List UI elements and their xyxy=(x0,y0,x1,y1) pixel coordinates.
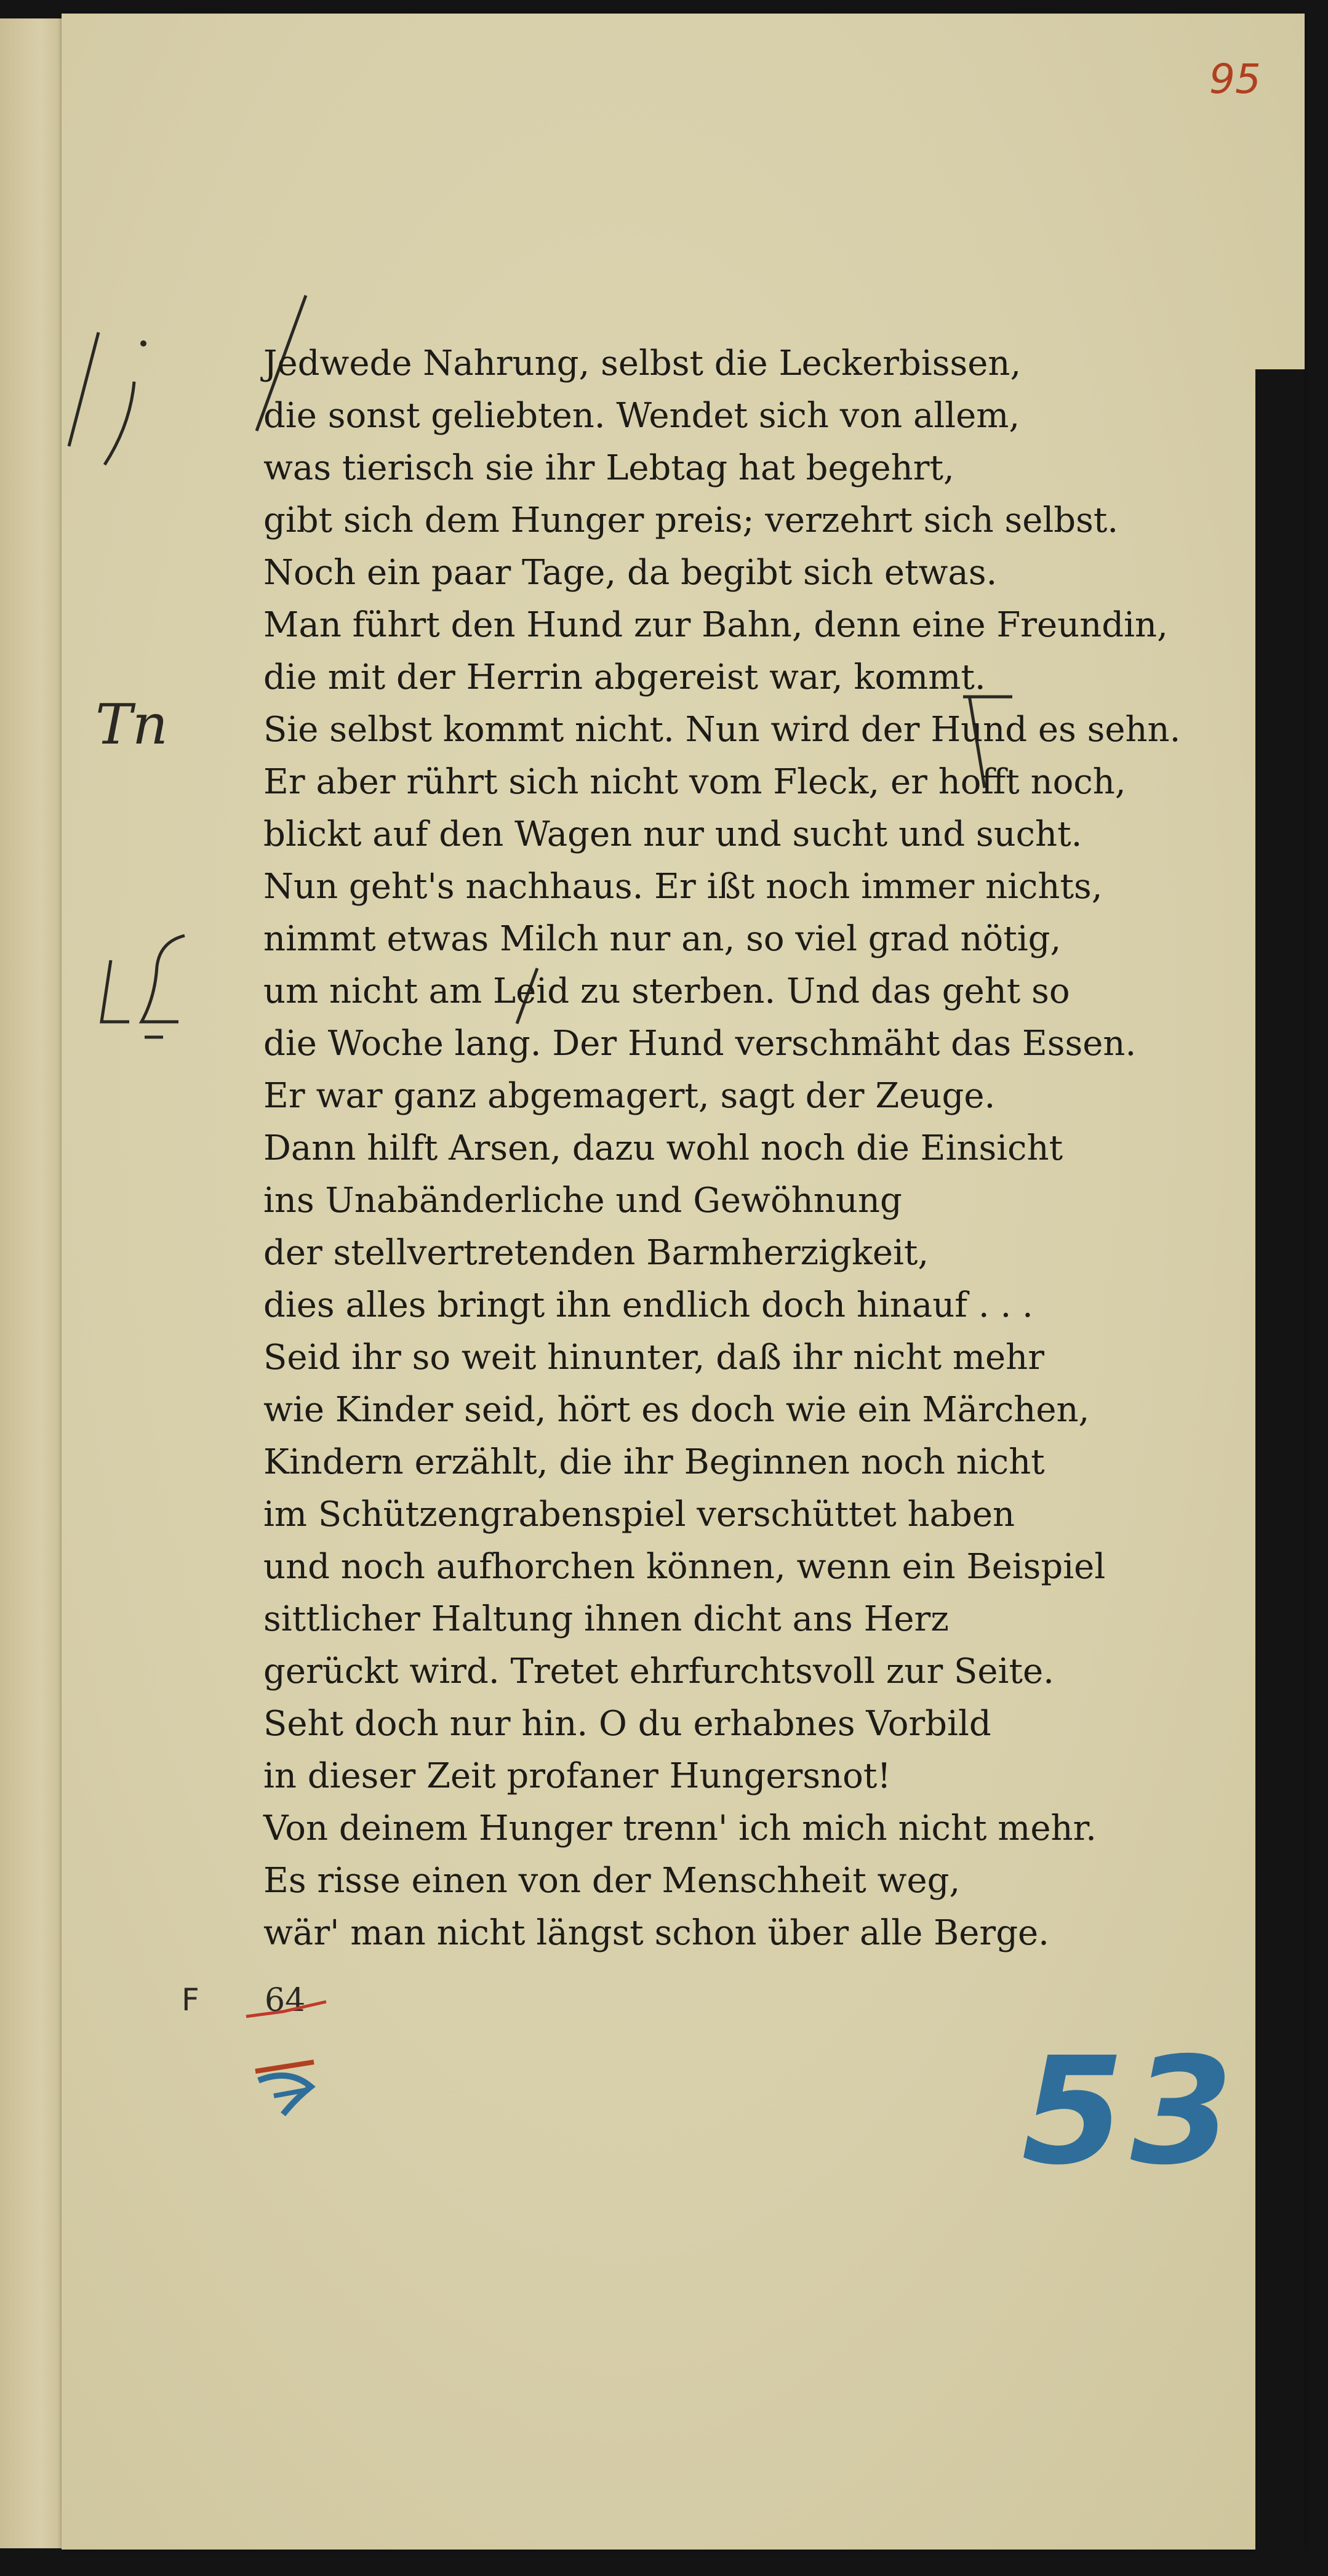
poem-line: die mit der Herrin abgereist war, kommt. xyxy=(263,657,986,697)
blue-crayon-page-number: 53 xyxy=(1022,2025,1239,2197)
red-strikethrough-mark xyxy=(240,1993,332,2024)
red-blue-crossed-mark xyxy=(246,2044,326,2124)
poem-line: wär' man nicht längst schon über alle Berge. xyxy=(263,1913,1049,1953)
poem-line: im Schützengrabenspiel verschüttet haben xyxy=(263,1495,1015,1535)
poem-line: Sie selbst kommt nicht. Nun wird der Hund es sehn. xyxy=(263,710,1181,750)
poem-line: gerückt wird. Tretet ehrfurchtsvoll zur Seite. xyxy=(263,1651,1054,1691)
poem-line: Seht doch nur hin. O du erhabnes Vorbild xyxy=(263,1704,991,1744)
poem-line: wie Kinder seid, hört es doch wie ein Märchen, xyxy=(263,1390,1090,1430)
poem-line: Er aber rührt sich nicht vom Fleck, er hofft noch, xyxy=(263,762,1126,802)
poem-line: und noch aufhorchen können, wenn ein Beispiel xyxy=(263,1547,1106,1587)
margin-mark-f: F xyxy=(182,1982,199,2018)
margin-mark-letter-l xyxy=(86,923,209,1065)
adjacent-page-edge xyxy=(0,18,70,2548)
paragraph-correction-mark xyxy=(62,314,185,474)
poem-text xyxy=(263,337,1180,1959)
poem-line: Von deinem Hunger trenn' ich mich nicht mehr. xyxy=(263,1808,1097,1848)
poem-line: Noch ein paar Tage, da begibt sich etwas. xyxy=(263,553,998,593)
folio-number: 95 xyxy=(1209,55,1261,103)
struck-page-number: 64 xyxy=(265,1982,306,2019)
poem-line: gibt sich dem Hunger preis; verzehrt sich selbst. xyxy=(263,500,1119,540)
poem-line: ins Unabänderliche und Gewöhnung xyxy=(263,1181,902,1221)
poem-line: was tierisch sie ihr Lebtag hat begehrt, xyxy=(263,448,954,488)
poem-line: blickt auf den Wagen nur und sucht und sucht. xyxy=(263,814,1082,854)
poem-line: dies alles bringt ihn endlich doch hinauf . . . xyxy=(263,1285,1033,1325)
poem-line: nimmt etwas Milch nur an, so viel grad nötig, xyxy=(263,919,1062,959)
poem-line: Nun geht's nachhaus. Er ißt noch immer nichts, xyxy=(263,867,1103,907)
poem-line: Jedwede Nahrung, selbst die Leckerbissen, xyxy=(263,343,1022,383)
torn-right-edge xyxy=(1255,369,1305,2554)
poem-line: sittlicher Haltung ihnen dicht ans Herz xyxy=(263,1599,949,1639)
poem-line: Kindern erzählt, die ihr Beginnen noch nicht xyxy=(263,1442,1045,1482)
margin-mark-tn: Tn xyxy=(95,692,168,757)
poem-line: die sonst geliebten. Wendet sich von allem, xyxy=(263,396,1020,436)
poem-line: der stellvertretenden Barmherzigkeit, xyxy=(263,1233,929,1273)
poem-line: Dann hilft Arsen, dazu wohl noch die Einsicht xyxy=(263,1128,1063,1168)
poem-line: in dieser Zeit profaner Hungersnot! xyxy=(263,1756,891,1796)
poem-line: Er war ganz abgemagert, sagt der Zeuge. xyxy=(263,1076,996,1116)
poem-line: Es risse einen von der Menschheit weg, xyxy=(263,1861,961,1901)
poem-line: Seid ihr so weit hinunter, daß ihr nicht mehr xyxy=(263,1338,1044,1378)
poem-line: um nicht am Leid zu sterben. Und das geht so xyxy=(263,971,1070,1011)
poem-line: die Woche lang. Der Hund verschmäht das Essen. xyxy=(263,1024,1137,1064)
poem-line: Man führt den Hund zur Bahn, denn eine Freundin, xyxy=(263,605,1168,645)
